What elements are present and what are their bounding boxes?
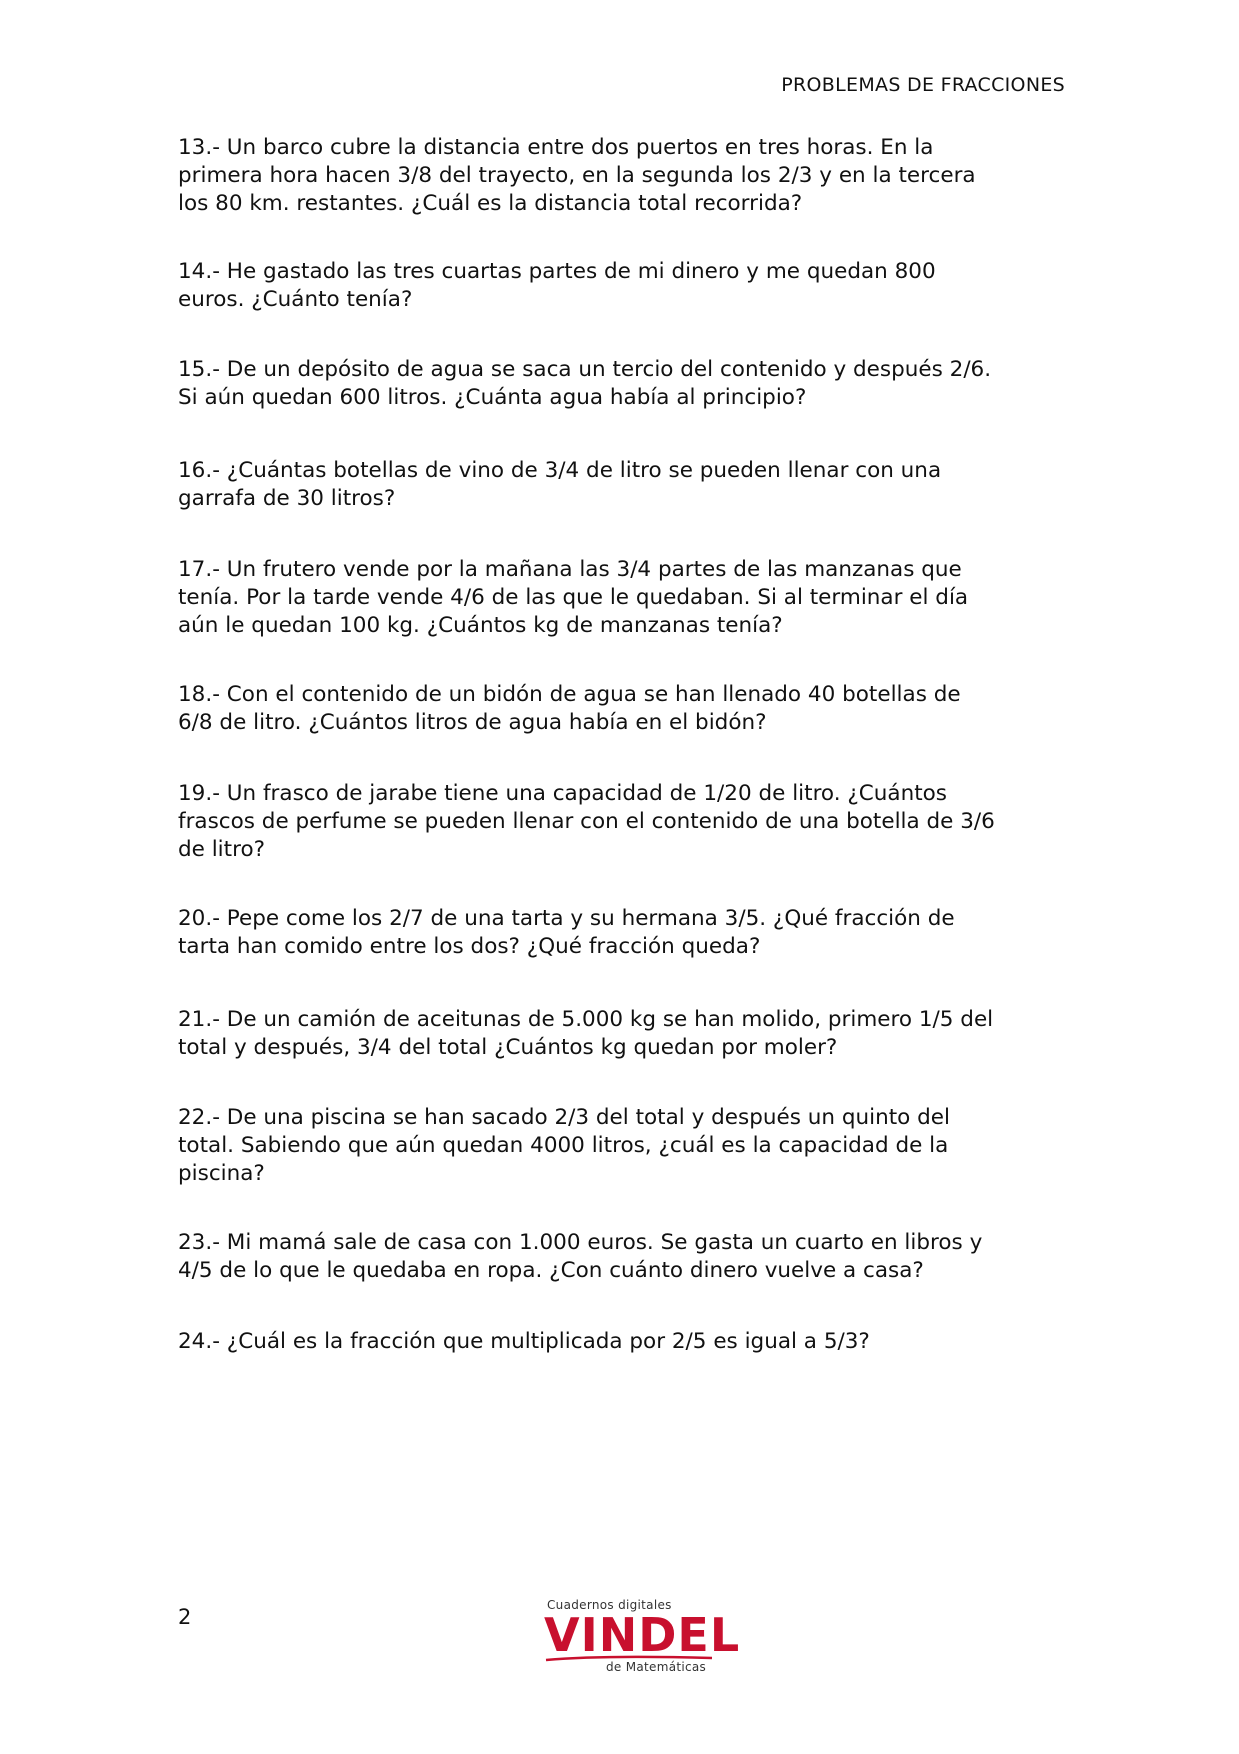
problem-line: tarta han comido entre los dos? ¿Qué fracción queda? xyxy=(178,934,761,959)
page-header-title: PROBLEMAS DE FRACCIONES xyxy=(781,74,1065,96)
problem-24 xyxy=(178,1328,1078,1356)
problem-line: euros. ¿Cuánto tenía? xyxy=(178,287,413,312)
problem-line: 24.- ¿Cuál es la fracción que multiplicada por 2/5 es igual a 5/3? xyxy=(178,1329,870,1354)
vindel-logo xyxy=(544,1598,741,1678)
problem-line: frascos de perfume se pueden llenar con el contenido de una botella de 3/6 xyxy=(178,809,995,834)
problem-line: piscina? xyxy=(178,1161,265,1186)
problem-line: 4/5 de lo que le quedaba en ropa. ¿Con cuánto dinero vuelve a casa? xyxy=(178,1258,924,1283)
logo-bottom-text: de Matemáticas xyxy=(606,1660,707,1674)
problem-23 xyxy=(178,1229,1078,1285)
problem-line: 13.- Un barco cubre la distancia entre dos puertos en tres horas. En la xyxy=(178,135,934,160)
logo-brand-text: VINDEL xyxy=(544,1608,741,1662)
problem-18 xyxy=(178,681,1078,737)
problem-15 xyxy=(178,356,1078,412)
page-number: 2 xyxy=(178,1605,192,1629)
problem-line: primera hora hacen 3/8 del trayecto, en la segunda los 2/3 y en la tercera xyxy=(178,163,976,188)
problem-line: 15.- De un depósito de agua se saca un tercio del contenido y después 2/6. xyxy=(178,357,992,382)
problem-line: aún le quedan 100 kg. ¿Cuántos kg de manzanas tenía? xyxy=(178,613,783,638)
problem-line: total. Sabiendo que aún quedan 4000 litros, ¿cuál es la capacidad de la xyxy=(178,1133,949,1158)
problem-20 xyxy=(178,905,1078,961)
problem-line: 6/8 de litro. ¿Cuántos litros de agua había en el bidón? xyxy=(178,710,767,735)
problem-line: 18.- Con el contenido de un bidón de agua se han llenado 40 botellas de xyxy=(178,682,961,707)
problem-line: de litro? xyxy=(178,837,266,862)
problem-line: 21.- De un camión de aceitunas de 5.000 kg se han molido, primero 1/5 del xyxy=(178,1007,994,1032)
problem-21 xyxy=(178,1006,1078,1062)
problem-line: Si aún quedan 600 litros. ¿Cuánta agua había al principio? xyxy=(178,385,807,410)
problem-line: tenía. Por la tarde vende 4/6 de las que le quedaban. Si al terminar el día xyxy=(178,585,969,610)
problem-line: 16.- ¿Cuántas botellas de vino de 3/4 de litro se pueden llenar con una xyxy=(178,458,942,483)
problem-line: 17.- Un frutero vende por la mañana las 3/4 partes de las manzanas que xyxy=(178,557,962,582)
problem-line: 19.- Un frasco de jarabe tiene una capacidad de 1/20 de litro. ¿Cuántos xyxy=(178,781,948,806)
problem-17 xyxy=(178,556,1078,640)
problem-line: 22.- De una piscina se han sacado 2/3 del total y después un quinto del xyxy=(178,1105,950,1130)
problem-14 xyxy=(178,258,1078,314)
problem-line: 23.- Mi mamá sale de casa con 1.000 euros. Se gasta un cuarto en libros y xyxy=(178,1230,983,1255)
problem-line: 20.- Pepe come los 2/7 de una tarta y su hermana 3/5. ¿Qué fracción de xyxy=(178,906,955,931)
problem-16 xyxy=(178,457,1078,513)
problem-line: garrafa de 30 litros? xyxy=(178,486,396,511)
problem-19 xyxy=(178,780,1078,864)
problem-line: los 80 km. restantes. ¿Cuál es la distancia total recorrida? xyxy=(178,191,803,216)
problem-line: total y después, 3/4 del total ¿Cuántos kg quedan por moler? xyxy=(178,1035,838,1060)
logo-top-text: Cuadernos digitales xyxy=(547,1598,672,1612)
problem-13 xyxy=(178,134,1078,218)
problem-line: 14.- He gastado las tres cuartas partes de mi dinero y me quedan 800 xyxy=(178,259,936,284)
problem-22 xyxy=(178,1104,1078,1188)
